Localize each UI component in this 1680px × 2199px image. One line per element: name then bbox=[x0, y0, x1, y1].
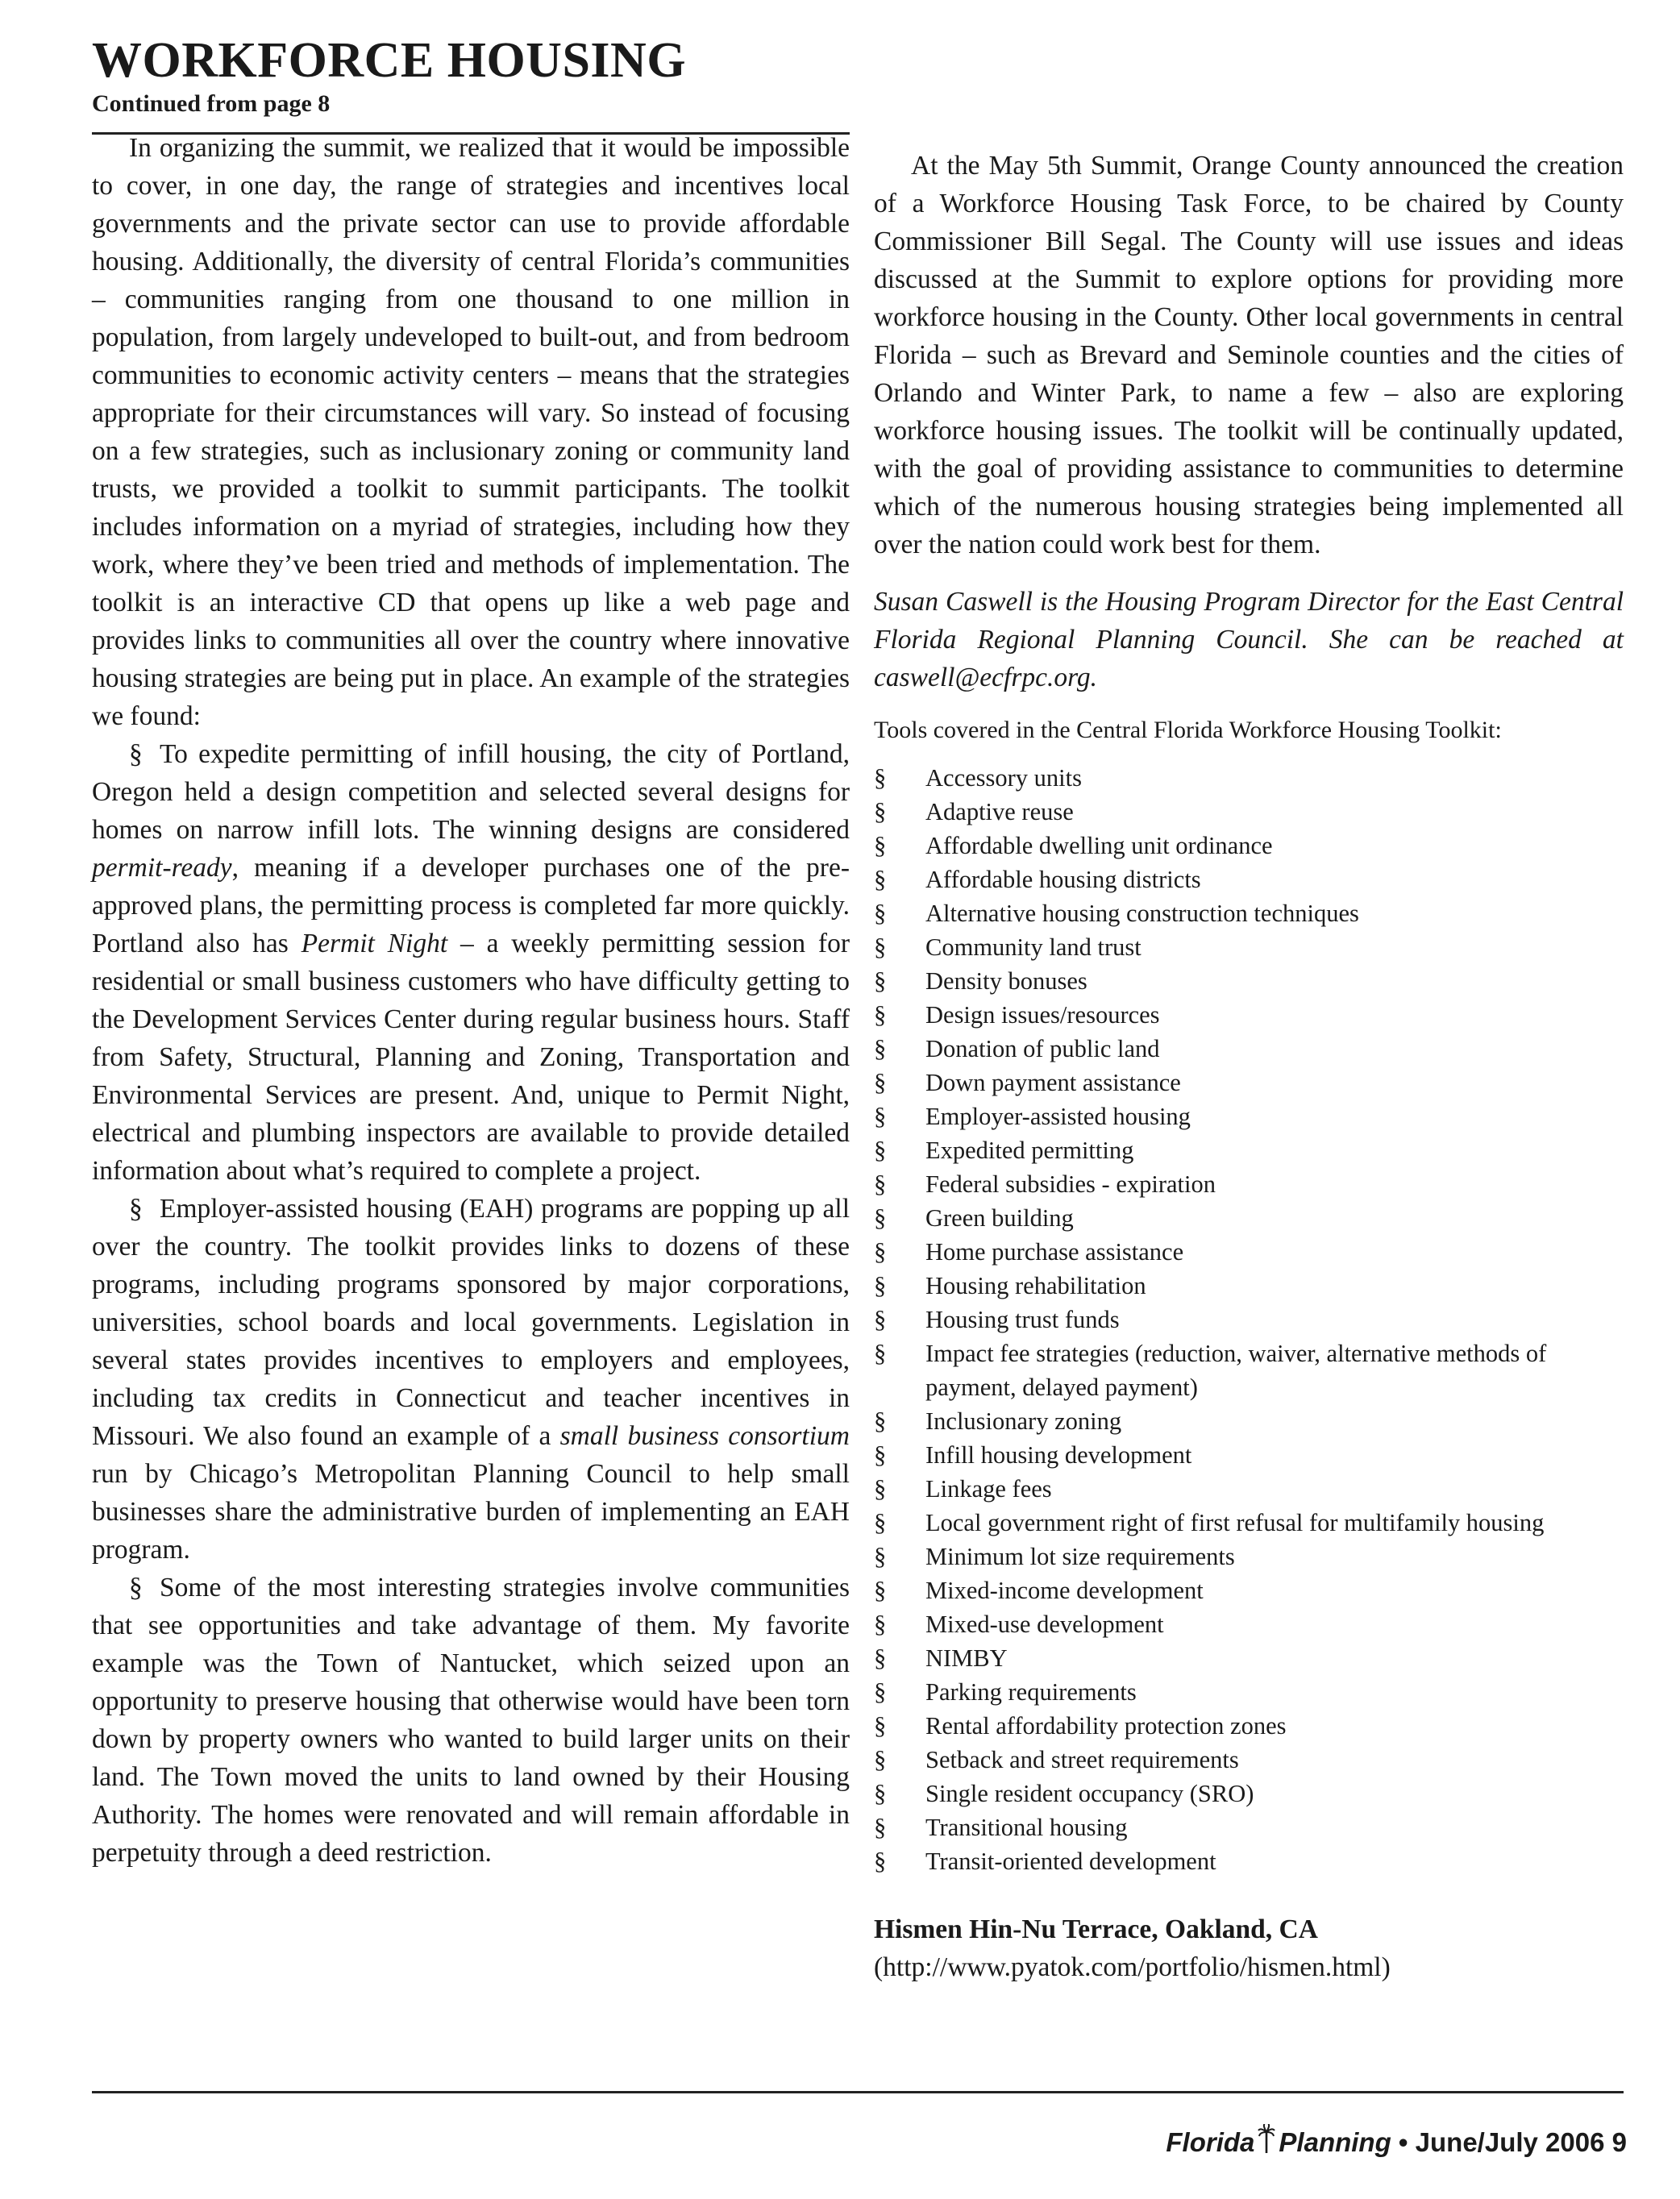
article-title: WORKFORCE HOUSING bbox=[92, 33, 687, 88]
tool-name: Single resident occupancy (SRO) bbox=[925, 1780, 1254, 1807]
tools-list-item bbox=[874, 1844, 1624, 1878]
tool-name: Linkage fees bbox=[925, 1475, 1052, 1503]
tools-list-item bbox=[874, 998, 1624, 1032]
tools-list-item bbox=[874, 1133, 1624, 1167]
tools-list-item bbox=[874, 1404, 1624, 1438]
emphasis-small-business-consortium: small business consortium bbox=[559, 1421, 850, 1451]
tools-list-item bbox=[874, 1438, 1624, 1472]
tools-list-item bbox=[874, 1743, 1624, 1777]
tools-list-item bbox=[874, 795, 1624, 829]
page-footer bbox=[1166, 2124, 1627, 2155]
section-symbol: § bbox=[874, 1272, 887, 1299]
tool-name: Housing rehabilitation bbox=[925, 1272, 1146, 1299]
tool-name: Affordable dwelling unit ordinance bbox=[925, 832, 1273, 859]
tools-list-item bbox=[874, 1066, 1624, 1100]
section-symbol: § bbox=[874, 1848, 887, 1875]
section-symbol: § bbox=[874, 866, 887, 893]
tool-name: Mixed-use development bbox=[925, 1611, 1164, 1638]
magazine-name-part1: Florida bbox=[1166, 2127, 1255, 2157]
section-symbol: § bbox=[129, 1194, 143, 1224]
section-symbol: § bbox=[874, 1780, 887, 1807]
section-symbol: § bbox=[129, 739, 143, 769]
section-symbol: § bbox=[874, 933, 887, 961]
tool-name: Expedited permitting bbox=[925, 1137, 1134, 1164]
tool-name: Community land trust bbox=[925, 933, 1141, 961]
portland-example: § To expedite permitting of infill housing, the city of Portland, Oregon held a design competition and selected several designs for homes on narrow infill lots. The winning designs are considered permit-ready, meaning if a developer purchases one of the pre-approved plans, the permitting process is completed far more quickly. Portland also has Permit Night – a weekly permitting session for residential or small business customers who have difficulty getting to the Development Services Center during regular business hours. Staff from Safety, Structural, Planning and Zoning, Transportation and Environmental Services are present. And, unique to Permit Night, electrical and plumbing inspectors are available to provide detailed information about what’s required to complete a project. bbox=[92, 735, 850, 1190]
section-symbol: § bbox=[874, 967, 887, 995]
tool-name: Home purchase assistance bbox=[925, 1238, 1184, 1266]
magazine-name-part2: Planning bbox=[1279, 2127, 1391, 2157]
caption-title: Hismen Hin-Nu Terrace, Oakland, CA bbox=[874, 1914, 1318, 1944]
tools-list bbox=[874, 761, 1624, 1878]
footer-separator: • bbox=[1398, 2127, 1408, 2157]
left-column bbox=[92, 129, 850, 1872]
section-symbol: § bbox=[874, 1543, 887, 1570]
tools-list-item bbox=[874, 761, 1624, 795]
tools-list-item bbox=[874, 863, 1624, 896]
section-symbol: § bbox=[874, 1712, 887, 1740]
tools-list-item bbox=[874, 1641, 1624, 1675]
tool-name: Inclusionary zoning bbox=[925, 1407, 1122, 1435]
section-symbol: § bbox=[874, 764, 887, 792]
tools-list-item bbox=[874, 1472, 1624, 1506]
tools-list-item bbox=[874, 1100, 1624, 1133]
section-symbol: § bbox=[874, 1035, 887, 1062]
tools-list-item bbox=[874, 1777, 1624, 1810]
tools-heading: Tools covered in the Central Florida Workforce Housing Toolkit: bbox=[874, 717, 1502, 743]
emphasis-permit-ready: permit-ready bbox=[92, 853, 232, 883]
tools-list-item bbox=[874, 1573, 1624, 1607]
section-symbol: § bbox=[874, 1069, 887, 1096]
author-bio: Susan Caswell is the Housing Program Director for the East Central Florida Regional Planning Council. She can be reached at caswell@ecfrpc.org. bbox=[874, 587, 1624, 692]
section-symbol: § bbox=[874, 1103, 887, 1130]
photo-caption bbox=[874, 1910, 1624, 1986]
section-symbol: § bbox=[874, 1644, 887, 1672]
section-symbol: § bbox=[874, 832, 887, 859]
section-symbol: § bbox=[129, 1573, 143, 1602]
tool-name: Donation of public land bbox=[925, 1035, 1160, 1062]
nantucket-example: § Some of the most interesting strategies involve communities that see opportunities and take advantage of them. My favorite example was the Town of Nantucket, which seized upon an opportunity to preserve housing that otherwise would have been torn down by property owners who wanted to build larger units on their land. The Town moved the units to land owned by their Housing Authority. The homes were renovated and will remain affordable in perpetuity through a deed restriction. bbox=[92, 1569, 850, 1872]
tools-list-item bbox=[874, 1675, 1624, 1709]
section-symbol: § bbox=[874, 1204, 887, 1232]
summit-paragraph: At the May 5th Summit, Orange County announced the creation of a Workforce Housing Task Force, to be chaired by County Commissioner Bill Segal. The County will use issues and ideas discussed at the Summit to explore options for providing more workforce housing in the County. Other local governments in central Florida – such as Brevard and Seminole counties and the cities of Orlando and Winter Park, to name a few – also are exploring workforce housing issues. The toolkit will be continually updated, with the goal of providing assistance to communities to determine which of the numerous housing strategies being implemented all over the nation could work best for them. bbox=[874, 151, 1624, 559]
tools-list-item bbox=[874, 1201, 1624, 1235]
tool-name: Housing trust funds bbox=[925, 1306, 1120, 1333]
tools-list-item bbox=[874, 1269, 1624, 1303]
section-symbol: § bbox=[874, 1577, 887, 1604]
tools-list-item bbox=[874, 829, 1624, 863]
tool-name: Affordable housing districts bbox=[925, 866, 1201, 893]
eah-example: § Employer-assisted housing (EAH) programs are popping up all over the country. The toolkit provides links to dozens of these programs, including programs sponsored by major corporations, universities, school boards and local governments. Legislation in several states provides incentives to employers and employees, including tax credits in Connecticut and teacher incentives in Missouri. We also found an example of a small business consortium run by Chicago’s Metropolitan Planning Council to help small businesses share the administrative burden of implementing an EAH program. bbox=[92, 1190, 850, 1569]
emphasis-permit-night: Permit Night bbox=[301, 929, 448, 958]
tools-list-item bbox=[874, 964, 1624, 998]
tool-name: Green building bbox=[925, 1204, 1074, 1232]
tool-name: Parking requirements bbox=[925, 1678, 1137, 1706]
section-symbol: § bbox=[874, 1814, 887, 1841]
section-symbol: § bbox=[874, 1001, 887, 1029]
section-symbol: § bbox=[874, 1238, 887, 1266]
section-symbol: § bbox=[874, 1306, 887, 1333]
tool-name: Adaptive reuse bbox=[925, 798, 1074, 825]
intro-paragraph: In organizing the summit, we realized that it would be impossible to cover, in one day, the range of strategies and incentives local governments and the private sector can use to provide affordable housing. Additionally, the diversity of central Florida’s communities – communities ranging from one thousand to one million in population, from largely undeveloped to built-out, and from bedroom communities to economic activity centers – means that the strategies appropriate for their circumstances will vary. So instead of focusing on a few strategies, such as inclusionary zoning or community land trusts, we provided a toolkit to summit participants. The toolkit includes information on a myriad of strategies, including how they work, where they’ve been tried and methods of implementation. The toolkit is an interactive CD that opens up like a web page and provides links to communities all over the country where innovative housing strategies are being put in place. An example of the strategies we found: bbox=[92, 133, 850, 731]
section-symbol: § bbox=[874, 1611, 887, 1638]
section-symbol: § bbox=[874, 1407, 887, 1435]
tool-name: Accessory units bbox=[925, 764, 1082, 792]
tool-name: Rental affordability protection zones bbox=[925, 1712, 1287, 1740]
palm-tree-icon bbox=[1258, 2124, 1275, 2155]
tools-list-item bbox=[874, 1540, 1624, 1573]
tool-name: Impact fee strategies (reduction, waiver, alternative methods of payment, delayed payment) bbox=[925, 1340, 1547, 1401]
tools-list-item bbox=[874, 1709, 1624, 1743]
tool-name: Infill housing development bbox=[925, 1441, 1192, 1469]
section-symbol: § bbox=[874, 798, 887, 825]
issue-date: June/July 2006 bbox=[1415, 2127, 1605, 2157]
tools-list-item bbox=[874, 1235, 1624, 1269]
tool-name: Employer-assisted housing bbox=[925, 1103, 1191, 1130]
tool-name: Transit-oriented development bbox=[925, 1848, 1216, 1875]
continued-note: Continued from page 8 bbox=[92, 90, 331, 117]
tools-list-item bbox=[874, 1336, 1624, 1404]
tool-name: Mixed-income development bbox=[925, 1577, 1204, 1604]
tools-list-item bbox=[874, 1607, 1624, 1641]
section-symbol: § bbox=[874, 1509, 887, 1536]
section-symbol: § bbox=[874, 1137, 887, 1164]
tool-name: Local government right of first refusal for multifamily housing bbox=[925, 1509, 1545, 1536]
tools-list-item bbox=[874, 1810, 1624, 1844]
tool-name: Down payment assistance bbox=[925, 1069, 1181, 1096]
section-symbol: § bbox=[874, 1441, 887, 1469]
tools-list-item bbox=[874, 896, 1624, 930]
tools-list-item bbox=[874, 1506, 1624, 1540]
tools-list-item bbox=[874, 1303, 1624, 1336]
tool-name: Minimum lot size requirements bbox=[925, 1543, 1235, 1570]
tool-name: Transitional housing bbox=[925, 1814, 1128, 1841]
section-symbol: § bbox=[874, 1170, 887, 1198]
tools-list-item bbox=[874, 930, 1624, 964]
tools-list-item bbox=[874, 1167, 1624, 1201]
tool-name: NIMBY bbox=[925, 1644, 1008, 1672]
section-symbol: § bbox=[874, 1746, 887, 1773]
caption-url: (http://www.pyatok.com/portfolio/hismen.html) bbox=[874, 1952, 1391, 1982]
right-column bbox=[874, 147, 1624, 1986]
tool-name: Setback and street requirements bbox=[925, 1746, 1239, 1773]
section-symbol: § bbox=[874, 1475, 887, 1503]
tool-name: Density bonuses bbox=[925, 967, 1087, 995]
footer-rule bbox=[92, 2091, 1624, 2093]
section-symbol: § bbox=[874, 1340, 887, 1367]
tool-name: Federal subsidies - expiration bbox=[925, 1170, 1216, 1198]
tool-name: Alternative housing construction techniques bbox=[925, 900, 1359, 927]
page-number: 9 bbox=[1611, 2127, 1627, 2157]
section-symbol: § bbox=[874, 1678, 887, 1706]
tool-name: Design issues/resources bbox=[925, 1001, 1160, 1029]
tools-list-item bbox=[874, 1032, 1624, 1066]
section-symbol: § bbox=[874, 900, 887, 927]
